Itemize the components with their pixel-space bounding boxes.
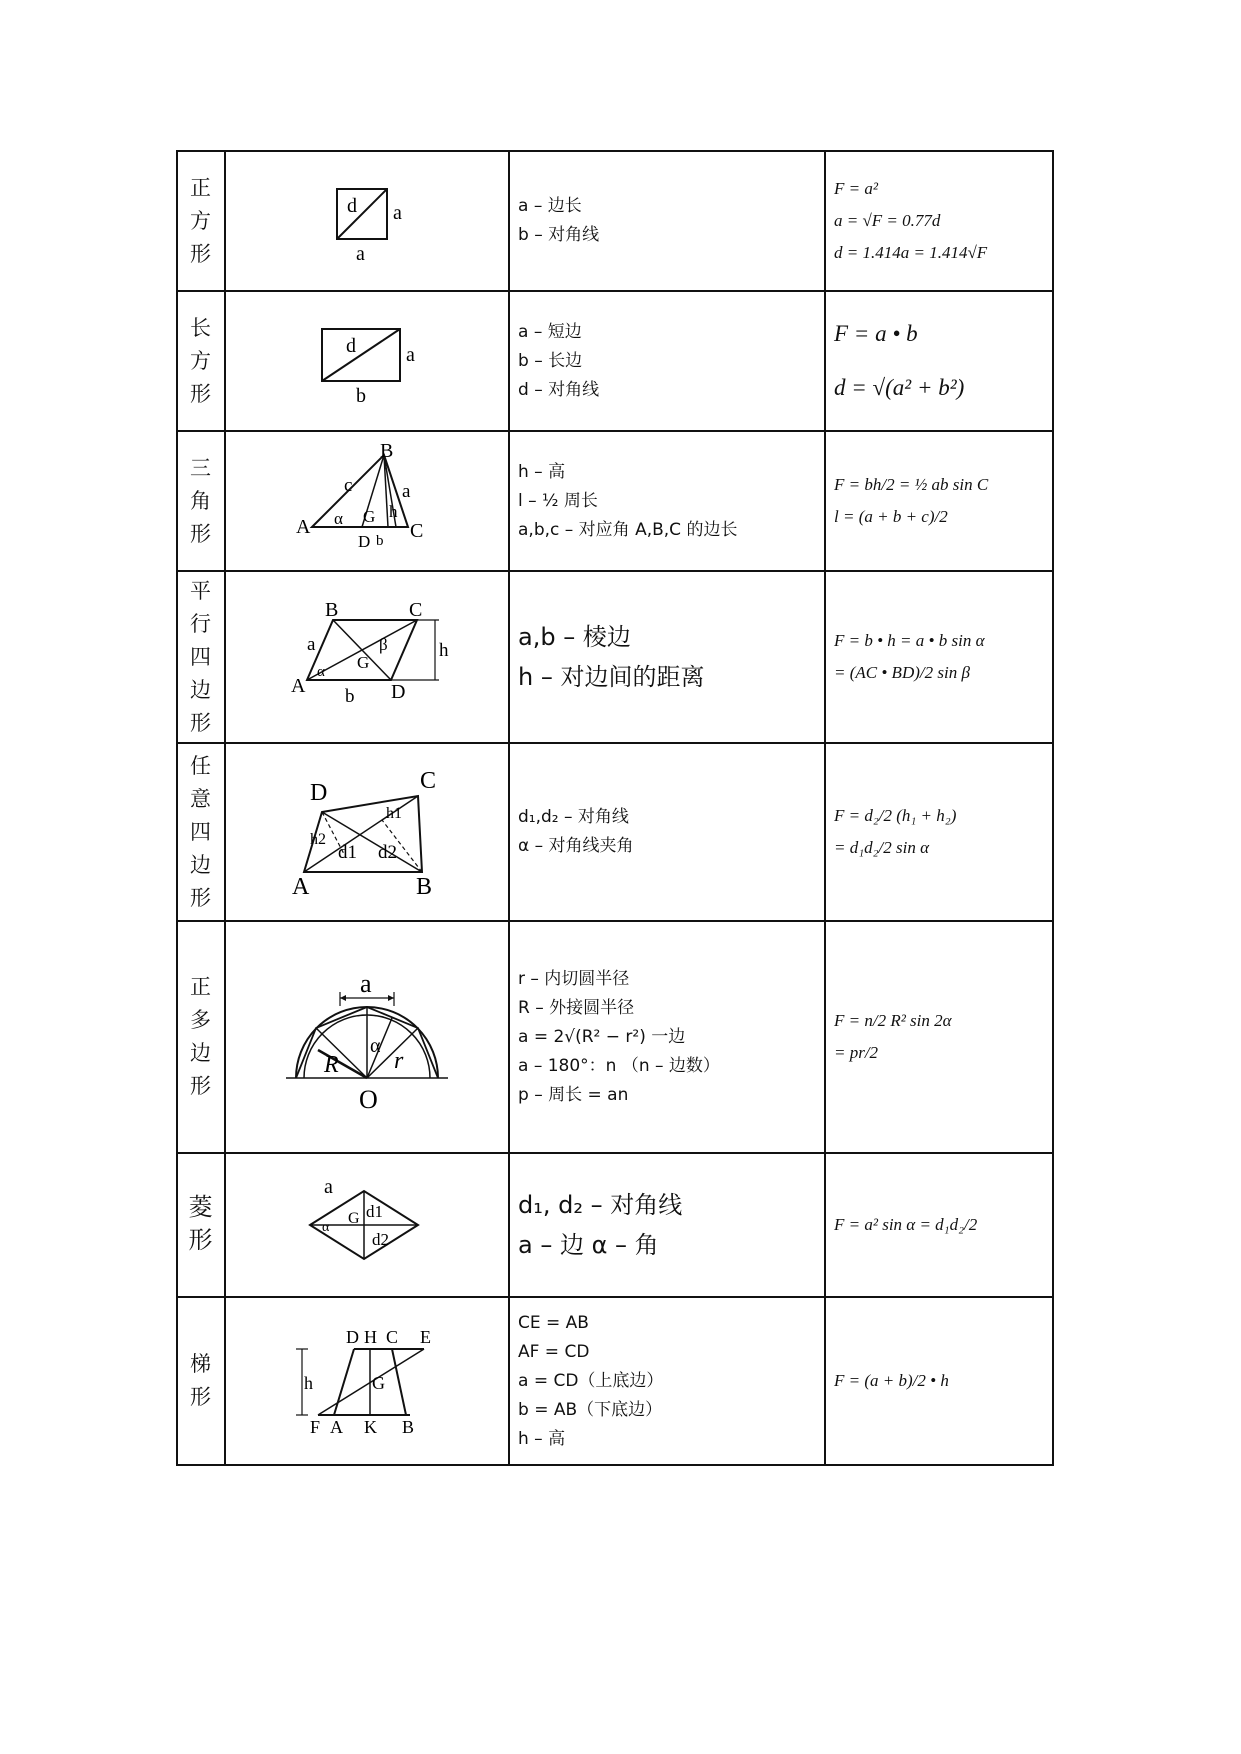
label-h: h: [304, 1372, 313, 1393]
formula-line: d = √(a² + b²): [834, 375, 965, 400]
variable-line: b = AB（下底边）: [518, 1399, 663, 1420]
label-h: h: [389, 501, 398, 521]
label-G: G: [363, 506, 376, 526]
shape-name-cell: [177, 921, 225, 1153]
label-a: a: [406, 343, 415, 366]
shape-name-cell: [177, 431, 225, 571]
variable-line: AF = CD: [518, 1341, 590, 1362]
label-h: h: [439, 639, 449, 661]
label-F: F: [310, 1416, 321, 1437]
shape-name: 三角形: [190, 455, 212, 546]
label-beta: β: [379, 634, 388, 654]
rectangle-figure: [302, 314, 432, 404]
quadrilateral-figure: [282, 760, 452, 900]
variable-line: p – 周长 = an: [518, 1084, 629, 1105]
formula-line: d = 1.414a = 1.414√F: [834, 243, 988, 262]
shape-name-cell: [177, 571, 225, 743]
variables-cell: [509, 1153, 825, 1297]
formula-line: = pr/2: [834, 1043, 879, 1062]
variables-cell: [509, 921, 825, 1153]
formula-cell: [825, 571, 1053, 743]
square-figure: [307, 174, 427, 264]
table-row: [177, 571, 1053, 743]
formula-cell: [825, 151, 1053, 291]
label-d: d: [347, 194, 357, 217]
variable-line: h – 对边间的距离: [518, 663, 705, 691]
figure-cell: [225, 1153, 509, 1297]
label-C: C: [409, 599, 423, 621]
label-D: D: [391, 680, 406, 703]
label-K: K: [364, 1416, 377, 1437]
variable-line: a – 边长: [518, 196, 582, 216]
label-C: C: [410, 519, 424, 542]
figure-cell: [225, 1297, 509, 1465]
variable-line: r – 内切圆半径: [518, 968, 630, 989]
label-B: B: [416, 873, 433, 900]
formula-cell: [825, 1297, 1053, 1465]
label-a: a: [360, 968, 372, 998]
figure-cell: [225, 571, 509, 743]
label-alpha: α: [370, 1034, 381, 1057]
label-D: D: [358, 531, 371, 551]
shape-name: 菱形: [188, 1195, 214, 1254]
rhombus-figure: [302, 1173, 432, 1273]
trapezoid-figure: [282, 1319, 452, 1439]
label-A: A: [330, 1416, 343, 1437]
label-a: a: [402, 480, 411, 502]
shape-name-cell: [177, 151, 225, 291]
formula-line: F = b • h = a • b sin α: [834, 631, 985, 650]
label-alpha: α: [334, 508, 343, 528]
label-E: E: [420, 1326, 431, 1347]
formula-line: F = a²: [834, 179, 878, 198]
label-B: B: [402, 1416, 415, 1437]
label-C: C: [386, 1326, 399, 1347]
label-alpha: α: [317, 663, 325, 680]
variable-line: α – 对角线夹角: [518, 836, 634, 856]
label-h2: h2: [310, 830, 326, 848]
formula-line: l = (a + b + c)/2: [834, 507, 948, 526]
shape-name: 梯形: [190, 1352, 212, 1409]
label-b: b: [345, 685, 355, 707]
formula-line: = d₁d₂/2 sin α: [834, 838, 930, 857]
formula-line: F = d₂/2 (h₁ + h₂): [834, 806, 957, 825]
triangle-figure: [292, 443, 442, 555]
figure-cell: [225, 921, 509, 1153]
variables-cell: [509, 151, 825, 291]
label-a: a: [307, 633, 316, 655]
label-B: B: [380, 442, 394, 462]
formula-line: F = bh/2 = ½ ab sin C: [834, 475, 989, 494]
variable-line: l – ½ 周长: [518, 490, 598, 511]
variables-cell: [509, 1297, 825, 1465]
shape-name-cell: [177, 743, 225, 921]
formula-cell: [825, 1153, 1053, 1297]
label-D: D: [346, 1326, 359, 1347]
variables-cell: [509, 743, 825, 921]
label-alpha: α: [322, 1219, 330, 1235]
formula-line: a = √F = 0.77d: [834, 211, 941, 230]
label-c: c: [344, 474, 353, 496]
variable-line: a = 2√(R² − r²) 一边: [518, 1026, 686, 1047]
variables-cell: [509, 431, 825, 571]
label-H: H: [364, 1326, 377, 1347]
label-R: R: [324, 1051, 339, 1078]
variable-line: R – 外接圆半径: [518, 997, 635, 1018]
figure-cell: [225, 151, 509, 291]
shape-name: 任意四边形: [190, 753, 212, 910]
variables-cell: [509, 571, 825, 743]
variable-line: a,b – 棱边: [518, 623, 631, 651]
variable-line: d₁, d₂ – 对角线: [518, 1191, 683, 1219]
polygon-figure: [282, 950, 452, 1120]
variable-line: CE = AB: [518, 1312, 589, 1333]
table-row: [177, 291, 1053, 431]
label-d: d: [346, 334, 356, 357]
label-h1: h1: [386, 804, 402, 822]
parallelogram-figure: [277, 600, 457, 710]
label-d1: d1: [338, 841, 357, 863]
table-row: [177, 431, 1053, 571]
shape-name: 长方形: [190, 315, 212, 406]
variable-line: a – 短边: [518, 321, 582, 342]
label-d2: d2: [372, 1229, 389, 1249]
formula-table: [176, 150, 1054, 1466]
formula-line: F = (a + b)/2 • h: [834, 1371, 949, 1390]
table-row: [177, 921, 1053, 1153]
label-G: G: [348, 1209, 360, 1227]
formula-line: F = a • b: [834, 321, 918, 346]
label-A: A: [296, 515, 311, 538]
variable-line: b – 对角线: [518, 225, 600, 245]
formula-line: F = a² sin α = d₁d₂/2: [834, 1215, 978, 1234]
formula-line: F = n/2 R² sin 2α: [834, 1011, 952, 1030]
label-a-bottom: a: [356, 242, 365, 264]
label-a: a: [324, 1175, 333, 1198]
variable-line: a = CD（上底边）: [518, 1370, 664, 1391]
label-A: A: [291, 674, 306, 697]
formula-cell: [825, 431, 1053, 571]
table-row: [177, 1297, 1053, 1465]
label-O: O: [359, 1084, 378, 1114]
shape-name: 正方形: [190, 175, 212, 266]
shape-name: 平行四边形: [190, 578, 212, 735]
variable-line: a – 180°：n （n – 边数）: [518, 1055, 720, 1076]
variable-line: b – 长边: [518, 350, 583, 371]
table-row: [177, 1153, 1053, 1297]
label-C: C: [420, 767, 437, 794]
shape-name: 正多边形: [190, 975, 212, 1098]
label-a: a: [393, 201, 402, 224]
shape-name-cell: [177, 1153, 225, 1297]
table-row: [177, 151, 1053, 291]
figure-cell: [225, 431, 509, 571]
formula-cell: [825, 291, 1053, 431]
formula-cell: [825, 921, 1053, 1153]
figure-cell: [225, 743, 509, 921]
variable-line: d – 对角线: [518, 379, 600, 400]
label-A: A: [292, 873, 310, 900]
shape-name-cell: [177, 1297, 225, 1465]
variable-line: a,b,c – 对应角 A,B,C 的边长: [518, 519, 738, 540]
label-d1: d1: [366, 1201, 383, 1221]
figure-cell: [225, 291, 509, 431]
variable-line: h – 高: [518, 461, 566, 482]
variable-line: a – 边 α – 角: [518, 1231, 659, 1259]
label-b: b: [356, 384, 366, 404]
variables-cell: [509, 291, 825, 431]
label-B: B: [325, 599, 339, 621]
variable-line: d₁,d₂ – 对角线: [518, 807, 629, 827]
variable-line: h – 高: [518, 1428, 566, 1449]
table-row: [177, 743, 1053, 921]
label-G: G: [372, 1372, 385, 1393]
label-b: b: [376, 532, 384, 549]
label-D: D: [310, 779, 328, 806]
label-d2: d2: [378, 841, 397, 863]
formula-line: = (AC • BD)/2 sin β: [834, 663, 970, 682]
label-G: G: [357, 652, 370, 672]
formula-cell: [825, 743, 1053, 921]
label-r: r: [394, 1047, 404, 1074]
shape-name-cell: [177, 291, 225, 431]
